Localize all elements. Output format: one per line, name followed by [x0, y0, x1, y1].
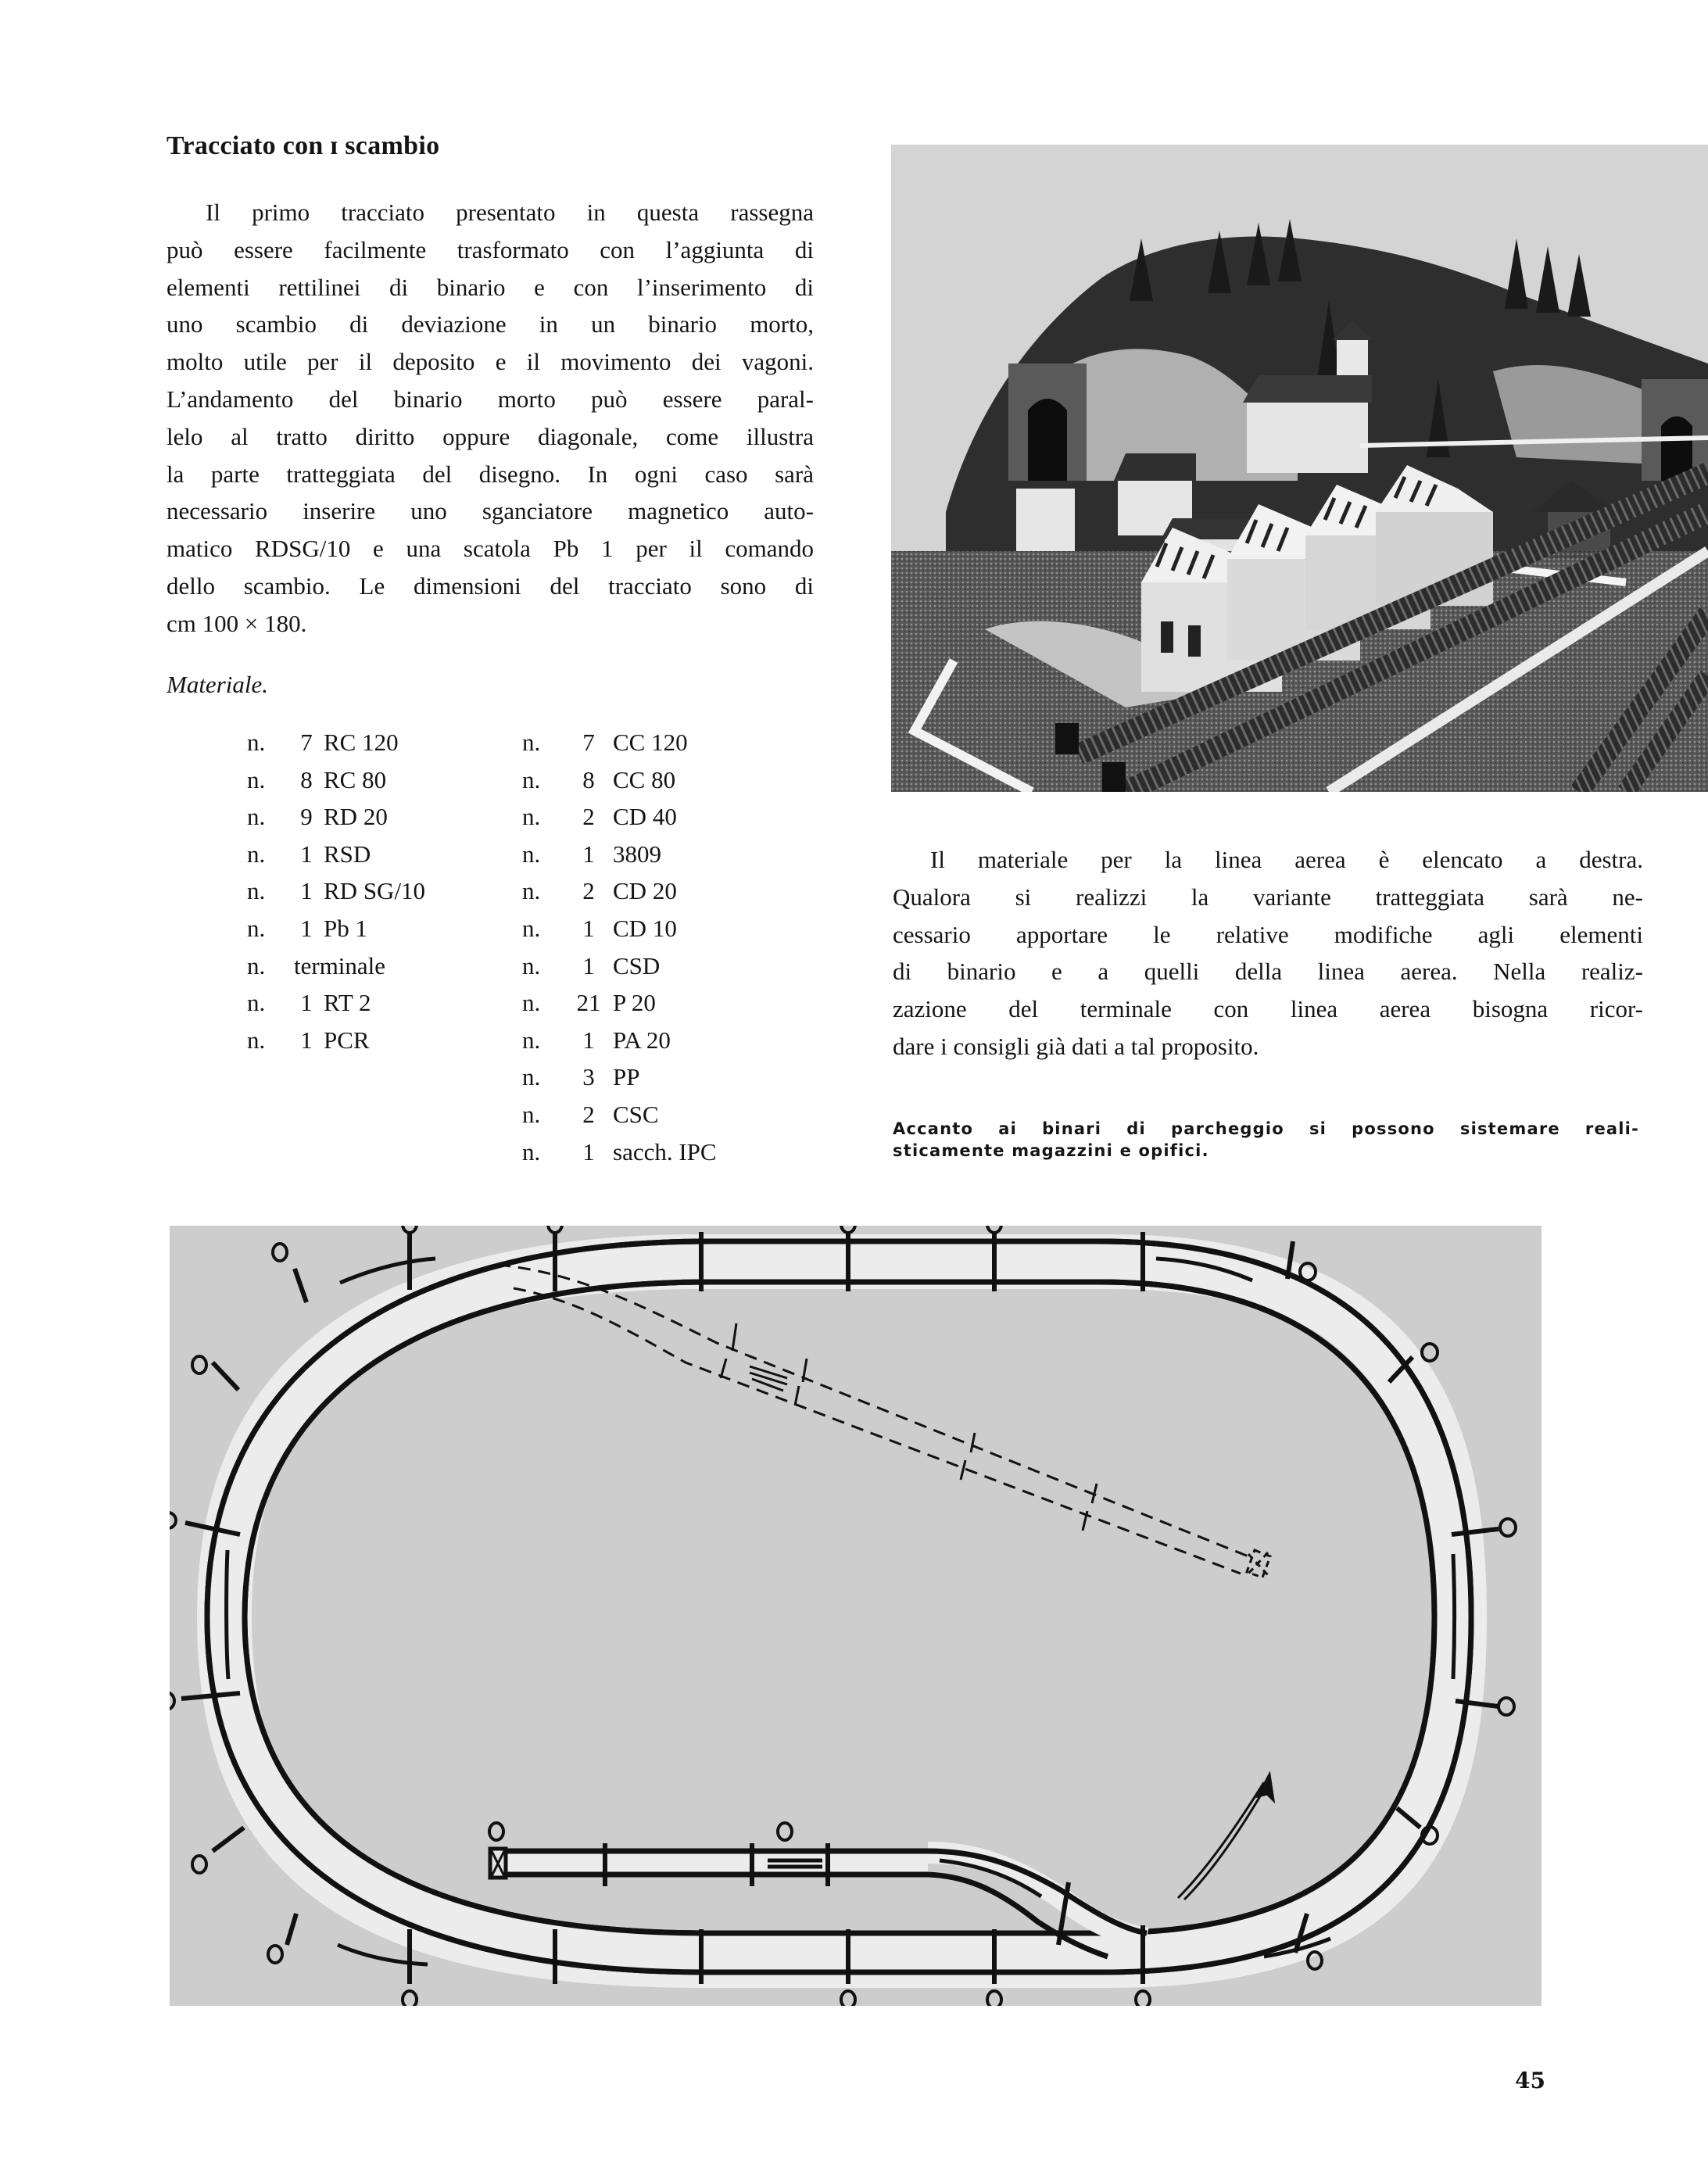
text-line: Il materiale per la linea aerea è elencato a destra. [930, 846, 1643, 873]
item-qty: 2 [582, 803, 595, 831]
item-prefix: n. [247, 914, 266, 942]
text-line: Qualora si realizzi la variante tratteggiata sarà ne- [893, 883, 1643, 911]
item-prefix: n. [247, 840, 266, 868]
materials-item [247, 910, 425, 947]
track-plan-svg [170, 1226, 1541, 2006]
text-line: cm 100 × 180. [167, 609, 307, 637]
materials-item [522, 724, 717, 761]
item-code: RD 20 [324, 803, 388, 831]
intro-paragraph [167, 194, 814, 643]
materials-list-track [247, 724, 425, 1058]
item-code: P 20 [613, 989, 656, 1017]
item-prefix: n. [522, 877, 541, 905]
catenary-paragraph [893, 841, 1643, 1065]
materials-item [522, 836, 717, 873]
photo-caption [893, 1118, 1639, 1162]
dashed-buffer-stop-icon [1247, 1550, 1270, 1577]
item-qty: 3 [582, 1063, 595, 1091]
materials-list-catenary [522, 724, 717, 1170]
text-line: dello scambio. Le dimensioni del tracciato sono di [167, 571, 814, 600]
item-code: CD 10 [613, 914, 677, 942]
item-qty: 8 [300, 765, 313, 793]
item-code: RD SG/10 [324, 877, 426, 905]
text-line: cessario apportare le relative modifiche agli elementi [893, 920, 1643, 948]
item-qty: 21 [576, 989, 601, 1017]
item-qty: 7 [582, 729, 595, 756]
item-qty: 1 [300, 989, 313, 1017]
item-code: PCR [324, 1026, 370, 1054]
item-code: terminale [294, 951, 386, 979]
materials-item [522, 761, 717, 799]
item-code: CC 80 [613, 765, 676, 793]
materials-item [247, 947, 425, 985]
item-qty: 1 [300, 914, 313, 942]
text-line: L’andamento del binario morto può essere paral- [167, 385, 814, 413]
item-qty: 2 [582, 877, 595, 905]
item-code: RC 80 [324, 765, 387, 793]
text-line: necessario inserire uno sganciatore magnetico auto- [167, 497, 814, 525]
item-prefix: n. [247, 729, 266, 756]
materials-item [247, 984, 425, 1022]
text-line: zazione del terminale con linea aerea bisogna ricor- [893, 995, 1643, 1023]
materials-heading: Materiale. [167, 671, 268, 698]
materials-item [522, 1133, 717, 1171]
materials-item [247, 724, 425, 761]
item-code: RSD [324, 840, 371, 868]
text-line: Il primo tracciato presentato in questa rassegna [206, 199, 814, 226]
text-line: uno scambio di deviazione in un binario morto, [167, 310, 814, 338]
materials-item [247, 836, 425, 873]
text-line: matico RDSG/10 e una scatola Pb 1 per il comando [167, 535, 814, 563]
materials-item [247, 798, 425, 836]
item-prefix: n. [522, 729, 541, 756]
materials-item [522, 1022, 717, 1059]
item-code: RT 2 [324, 989, 371, 1017]
item-prefix: n. [522, 1137, 541, 1166]
item-prefix: n. [247, 989, 266, 1017]
page-number: 45 [1515, 2068, 1545, 2093]
item-qty: 1 [300, 840, 313, 868]
direction-arrow-icon [1178, 1774, 1273, 1900]
item-qty: 8 [582, 765, 595, 793]
materials-item [522, 984, 717, 1022]
item-prefix: n. [522, 1063, 541, 1091]
item-qty: 1 [582, 914, 595, 942]
materials-item [522, 798, 717, 836]
item-prefix: n. [522, 951, 541, 979]
text-line: può essere facilmente trasformato con l’aggiunta di [167, 235, 814, 263]
item-prefix: n. [247, 951, 266, 979]
materials-item [522, 872, 717, 910]
item-prefix: n. [522, 1026, 541, 1054]
text-line: la parte tratteggiata del disegno. In ogni caso sarà [167, 460, 814, 488]
item-code: sacch. IPC [613, 1137, 717, 1166]
item-qty: 1 [300, 877, 313, 905]
item-code: CSD [613, 951, 661, 979]
text-line: dare i consigli già dati a tal proposito. [893, 1032, 1259, 1060]
materials-item [522, 910, 717, 947]
item-code: 3809 [613, 840, 661, 868]
item-prefix: n. [522, 1100, 541, 1128]
item-prefix: n. [247, 877, 266, 905]
materials-item [522, 1096, 717, 1133]
item-code: CC 120 [613, 729, 688, 756]
text-line: di binario e a quelli della linea aerea. Nella realiz- [893, 958, 1643, 986]
item-qty: 1 [582, 840, 595, 868]
item-qty: 7 [300, 729, 313, 756]
item-qty: 1 [582, 1026, 595, 1054]
caption-line: sticamente magazzini e opifici. [893, 1141, 1209, 1160]
item-prefix: n. [247, 1026, 266, 1054]
item-prefix: n. [522, 989, 541, 1017]
model-railway-photo-illustration [891, 145, 1708, 792]
text-line: lelo al tratto diritto oppure diagonale, come illustra [167, 422, 814, 450]
text-line: molto utile per il deposito e il movimento dei vagoni. [167, 348, 814, 376]
item-code: CD 20 [613, 877, 677, 905]
track-plan-diagram [170, 1226, 1541, 2006]
item-qty: 1 [582, 951, 595, 979]
item-prefix: n. [522, 840, 541, 868]
materials-item [522, 947, 717, 985]
materials-item [247, 1022, 425, 1059]
item-qty: 1 [300, 1026, 313, 1054]
item-qty: 2 [582, 1100, 595, 1128]
dashed-alternative-siding [498, 1265, 1252, 1574]
item-qty: 9 [300, 803, 313, 831]
materials-item [247, 761, 425, 799]
buffer-stop-icon [490, 1849, 506, 1878]
item-code: CSC [613, 1100, 659, 1128]
item-qty: 1 [582, 1137, 595, 1166]
item-prefix: n. [247, 803, 266, 831]
item-code: PP [613, 1063, 640, 1091]
item-code: PA 20 [613, 1026, 671, 1054]
item-prefix: n. [522, 803, 541, 831]
item-code: RC 120 [324, 729, 399, 756]
item-prefix: n. [247, 765, 266, 793]
item-prefix: n. [522, 914, 541, 942]
item-code: Pb 1 [324, 914, 367, 942]
section-title: Tracciato con ɪ scambio [167, 131, 440, 160]
materials-item [522, 1058, 717, 1096]
materials-item [247, 872, 425, 910]
caption-line: Accanto ai binari di parcheggio si possono sistemare reali- [893, 1119, 1639, 1138]
item-prefix: n. [522, 765, 541, 793]
text-line: elementi rettilinei di binario e con l’inserimento di [167, 273, 814, 301]
item-code: CD 40 [613, 803, 677, 831]
layout-photo [891, 145, 1708, 792]
